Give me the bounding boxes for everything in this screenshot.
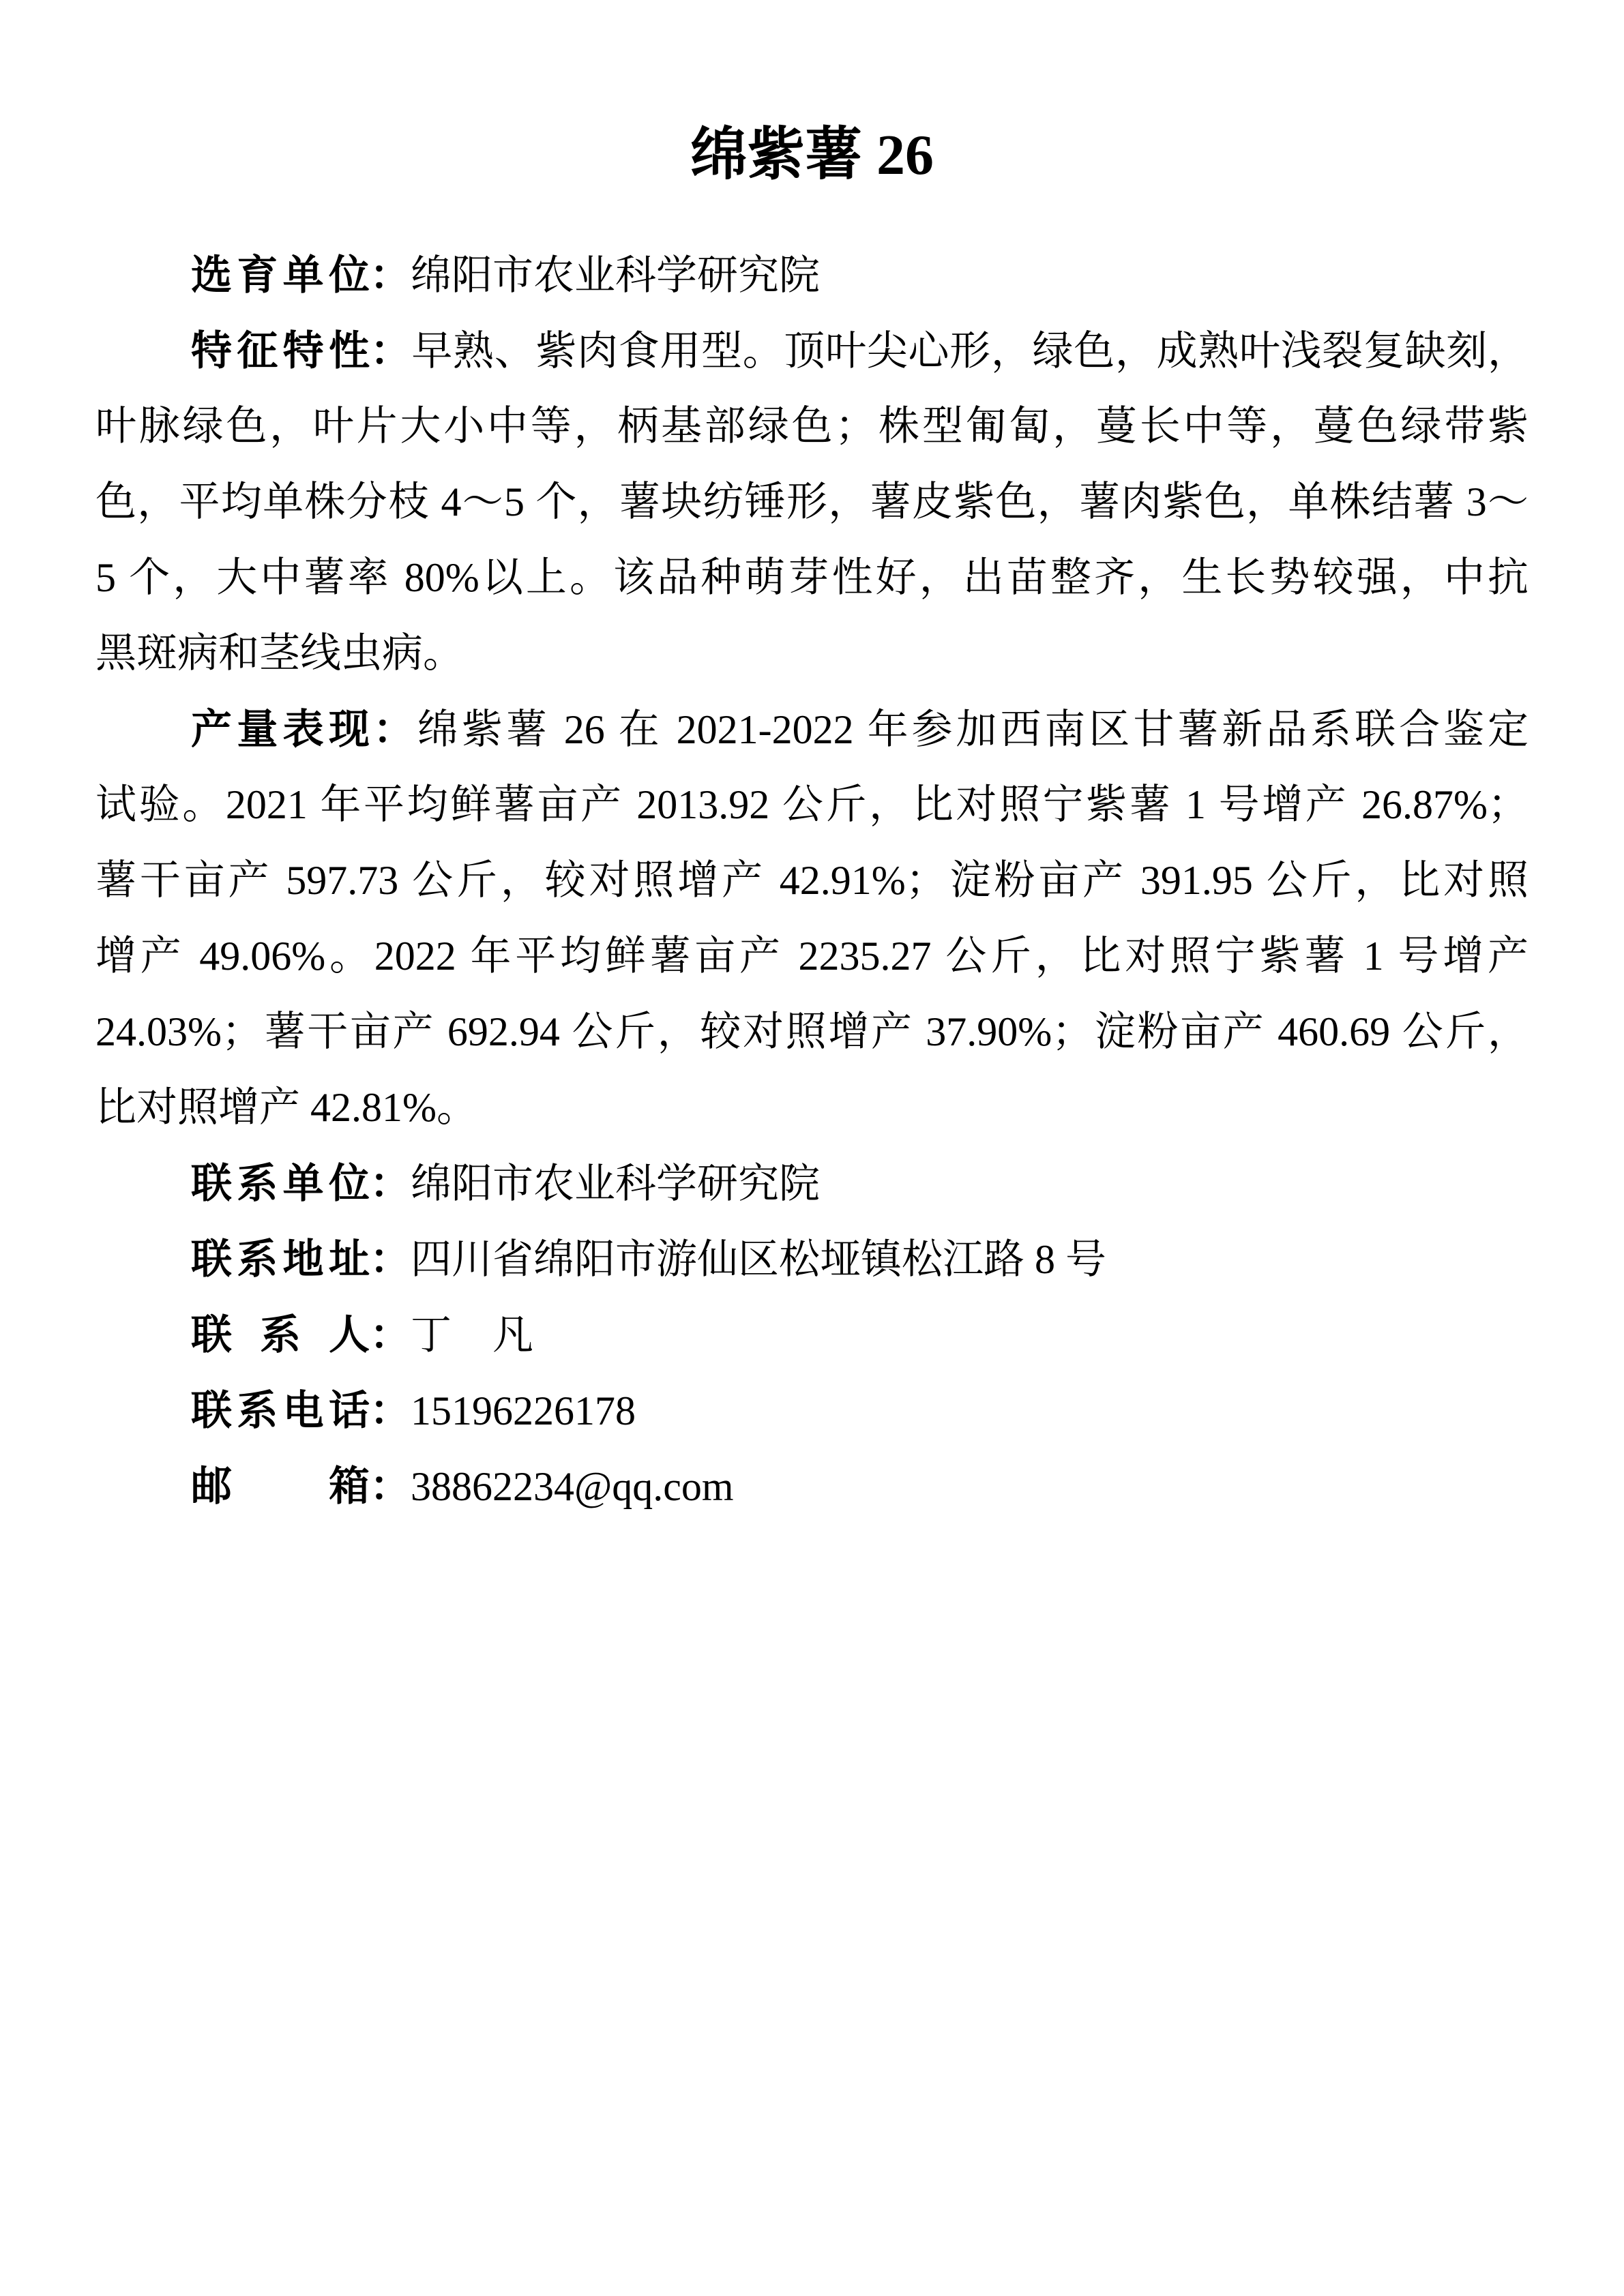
contact-row-email xyxy=(95,1448,1529,1524)
contact-person-colon: ： xyxy=(370,1312,411,1358)
contact-email-label: 邮箱 xyxy=(191,1463,370,1509)
breeding-unit-colon: ： xyxy=(370,252,411,298)
yield-colon: ： xyxy=(370,706,417,752)
paragraph-yield-line-5: 24.03%；薯干亩产 692.94 公斤，较对照增产 37.90%；淀粉亩产 460.69 公斤， xyxy=(95,1009,1529,1054)
yield-label: 产量表现 xyxy=(191,706,370,752)
traits-colon: ： xyxy=(370,328,412,374)
contact-address-value: 四川省绵阳市游仙区松垭镇松江路 8 号 xyxy=(411,1237,1106,1282)
yield-text-1: 绵紫薯 26 在 2021-2022 年参加西南区甘薯新品系联合鉴定 xyxy=(417,707,1529,752)
document-body xyxy=(95,237,1529,1524)
paragraph-yield-line-3: 薯干亩产 597.73 公斤，较对照增产 42.91%；淀粉亩产 391.95 公斤，比对照 xyxy=(95,858,1529,903)
contact-phone-value: 15196226178 xyxy=(411,1388,636,1433)
paragraph-traits-line-5: 黑斑病和茎线虫病。 xyxy=(95,631,464,676)
paragraph-traits-line-1 xyxy=(95,313,1529,389)
paragraph-breeding-unit xyxy=(95,237,1529,313)
contact-address-colon: ： xyxy=(370,1236,411,1282)
document-content xyxy=(0,121,1624,1524)
contact-unit-value: 绵阳市农业科学研究院 xyxy=(411,1161,820,1206)
breeding-unit-label: 选育单位 xyxy=(191,252,370,298)
paragraph-yield-line-6: 比对照增产 42.81%。 xyxy=(95,1085,477,1130)
paragraph-traits-line-2: 叶脉绿色，叶片大小中等，柄基部绿色；株型匍匐，蔓长中等，蔓色绿带紫 xyxy=(95,404,1529,449)
contact-unit-colon: ： xyxy=(370,1161,411,1206)
contact-address-label: 联系地址 xyxy=(191,1236,370,1282)
contact-row-person xyxy=(95,1297,1529,1373)
traits-text-1: 早熟、紫肉食用型。顶叶尖心形，绿色，成熟叶浅裂复缺刻， xyxy=(411,329,1529,374)
contact-row-unit xyxy=(95,1146,1529,1221)
paragraph-yield-line-2: 试验。2021 年平均鲜薯亩产 2013.92 公斤，比对照宁紫薯 1 号增产 26.87%； xyxy=(95,782,1529,827)
traits-label: 特征特性 xyxy=(191,328,370,374)
contact-email-colon: ： xyxy=(370,1463,411,1509)
contact-email-value: 38862234@qq.com xyxy=(411,1464,734,1509)
paragraph-traits-line-3: 色，平均单株分枝 4～5 个，薯块纺锤形，薯皮紫色，薯肉紫色，单株结薯 3～ xyxy=(95,479,1529,524)
contact-person-label: 联系人 xyxy=(191,1312,370,1358)
breeding-unit-value: 绵阳市农业科学研究院 xyxy=(411,253,820,298)
paragraph-traits-line-4: 5 个，大中薯率 80%以上。该品种萌芽性好，出苗整齐，生长势较强，中抗 xyxy=(95,555,1529,600)
contact-person-value: 丁 凡 xyxy=(411,1313,533,1358)
paragraph-yield-line-1 xyxy=(95,691,1529,767)
contact-phone-colon: ： xyxy=(370,1388,411,1433)
page-title: 绵紫薯 26 xyxy=(690,123,934,187)
paragraph-yield-line-4: 增产 49.06%。2022 年平均鲜薯亩产 2235.27 公斤，比对照宁紫薯 1 号增产 xyxy=(95,934,1529,979)
contact-row-address xyxy=(95,1221,1529,1297)
contact-row-phone xyxy=(95,1373,1529,1448)
contact-unit-label: 联系单位 xyxy=(191,1161,370,1206)
contact-phone-label: 联系电话 xyxy=(191,1388,370,1433)
